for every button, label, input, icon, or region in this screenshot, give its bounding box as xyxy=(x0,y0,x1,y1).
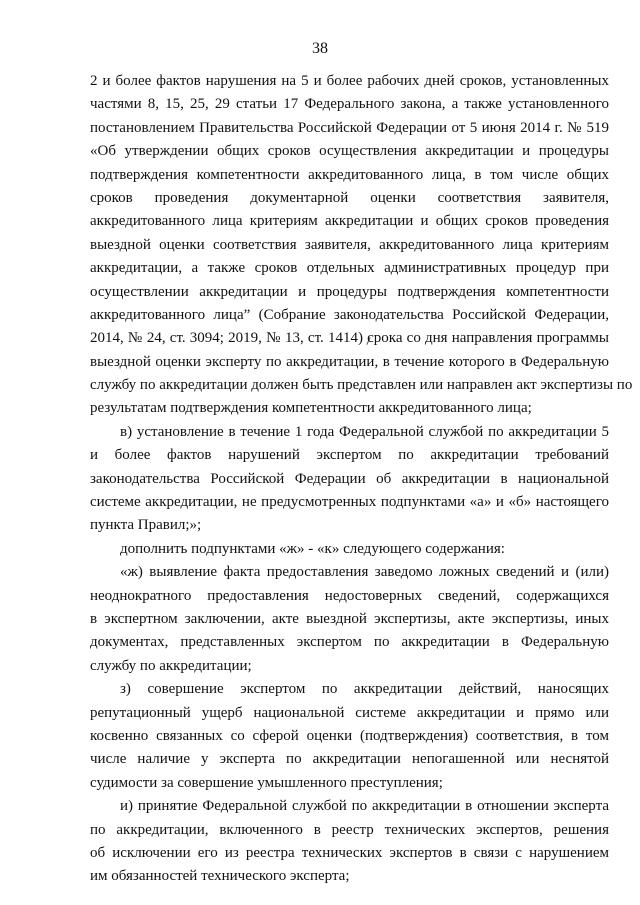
text-line: пункта Правил;»; xyxy=(90,517,202,534)
text-line: документах, представленных экспертом по аккредитации в Федеральную xyxy=(90,634,609,651)
text-line: службу по аккредитации должен быть представлен или направлен акт экспертизы по xyxy=(90,377,633,394)
text-line: аккредитации, а также сроков отдельных административных процедур при xyxy=(90,260,609,277)
text-line: числе наличие у эксперта по аккредитации непогашенной или неснятой xyxy=(90,751,609,768)
text-line: осуществлении аккредитации и процедуры подтверждения компетентности xyxy=(90,283,609,300)
text-line: им обязанностей технического эксперта; xyxy=(90,868,350,885)
text-line: 2 и более фактов нарушения на 5 и более рабочих дней сроков, установленных xyxy=(90,73,609,89)
text-line: системе аккредитации, не предусмотренных подпунктами «а» и «б» настоящего xyxy=(90,494,609,511)
text-line: аккредитованного лица критериям аккредитации и общих сроков проведения xyxy=(90,213,609,230)
text-line: судимости за совершение умышленного преступления; xyxy=(90,774,443,791)
text-line: в) установление в течение 1 года Федеральной службой по аккредитации 5 xyxy=(120,423,609,440)
text-line: по аккредитации, включенного в реестр технических экспертов, решения xyxy=(90,821,609,838)
text-line: частями 8, 15, 25, 29 статьи 17 Федерального закона, а также установленного xyxy=(90,96,609,113)
text-line: неоднократного предоставления недостоверных сведений, содержащихся xyxy=(90,587,609,604)
text-line: з) совершение экспертом по аккредитации действий, наносящих xyxy=(120,681,609,698)
text-line: об исключении его из реестра технических экспертов в связи с нарушением xyxy=(90,844,609,861)
text-line: «ж) выявление факта предоставления заведомо ложных сведений и (или) xyxy=(120,564,609,581)
page-number: 38 xyxy=(312,40,328,57)
text-line: и более фактов нарушений экспертом по аккредитации требований xyxy=(90,447,609,464)
text-line: сроков проведения документарной оценки соответствия заявителя, xyxy=(90,189,609,206)
document-body xyxy=(90,70,633,889)
text-line: дополнить подпунктами «ж» - «к» следующего содержания: xyxy=(120,540,505,557)
text-line: подтверждения компетентности аккредитованного лица, в том числе общих xyxy=(90,166,609,183)
text-line: законодательства Российской Федерации об аккредитации в национальной xyxy=(90,470,609,487)
text-line: постановлением Правительства Российской Федерации от 5 июня 2014 г. № 519 xyxy=(90,119,609,136)
text-line: службу по аккредитации; xyxy=(90,657,252,674)
text-line: аккредитованного лица” (Собрание законодательства Российской Федерации, xyxy=(90,306,609,323)
text-line: репутационный ущерб национальной системе аккредитации и прямо или xyxy=(90,704,609,721)
text-line: «Об утверждении общих сроков осуществления аккредитации и процедуры xyxy=(90,143,609,160)
text-line: косвенно связанных со сферой оценки (подтверждения) соответствия, в том xyxy=(90,727,609,744)
text-line: результатам подтверждения компетентности аккредитованного лица; xyxy=(90,400,532,417)
text-line: 2014, № 24, ст. 3094; 2019, № 13, ст. 1414) срока со дня направления программы xyxy=(90,330,609,347)
text-line: выездной оценки соответствия заявителя, аккредитованного лица критериям xyxy=(90,236,609,253)
text-line: в экспертном заключении, акте выездной экспертизы, акте экспертизы, иных xyxy=(90,610,609,627)
text-line: и) принятие Федеральной службой по аккредитации в отношении эксперта xyxy=(120,798,609,815)
text-line: выездной оценки эксперту по аккредитации, в течение которого в Федеральную xyxy=(90,353,609,370)
